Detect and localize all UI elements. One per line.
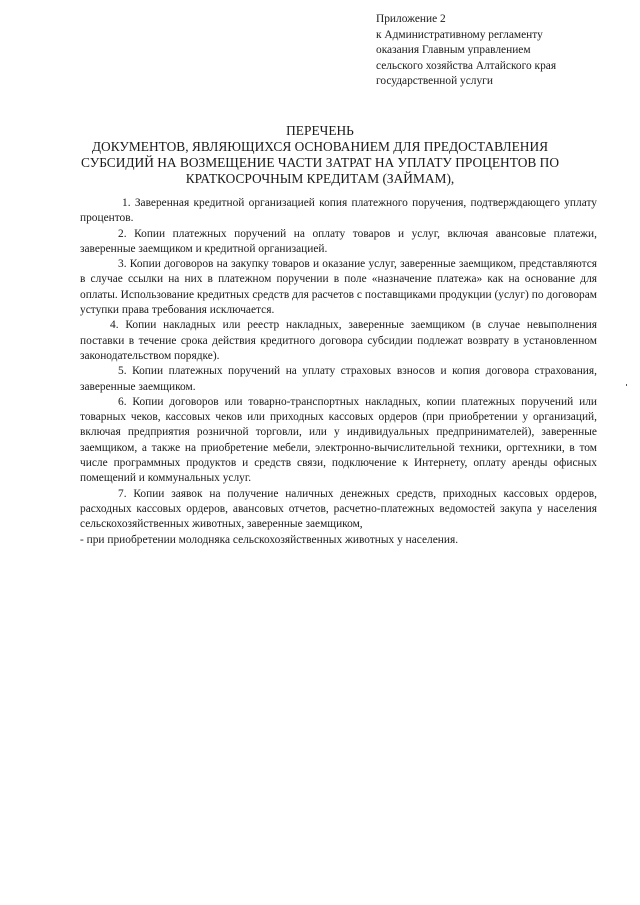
heading-title: ПЕРЕЧЕНЬ xyxy=(286,123,354,138)
list-item-3: 3. Копии договоров на закупку товаров и оказание услуг, заверенные заемщиком, представляются в случае ссылки на них в платежном поручении в поле «назначение платежа» как на основание для оплаты. Использование кредитных средств для расчетов с поставщиками продукции (услуг) по договорам уступки права требования исключается. xyxy=(80,258,597,317)
list-item-4: 4. Копии накладных или реестр накладных, заверенные заемщиком (в случае невыполнения поставки в течение срока действия кредитного договора субсидии подлежат возврату в установленном законодательством порядке). xyxy=(80,319,597,362)
appendix-block xyxy=(376,12,626,90)
list-item-7-tail: - при приобретении молодняка сельскохозяйственных животных у населения. xyxy=(80,533,459,546)
list-item-7: 7. Копии заявок на получение наличных денежных средств, приходных кассовых ордеров, расходных кассовых ордеров, авансовых отчетов, расчетно-платежных ведомостей закупа у населения сельскохозяйственных животных, заверенные заемщиком, xyxy=(80,487,597,531)
document-heading xyxy=(60,123,580,187)
appendix-line: сельского хозяйства Алтайского края xyxy=(376,59,557,72)
list-item-6: 6. Копии договоров или товарно-транспортных накладных, копии платежных поручений или товарных чеков, кассовых чеков или приходных кассовых ордеров (при приобретении у организаций, включая предприятия розничной торговли, или у индивидуальных предпринимателей), заверенные заемщиком, а также на приобретение мебели, электронно-вычислительной техники, оргтехники, в том числе программных продуктов и средств связи, подключение к Интернету, оплату аренды офисных помещений и коммунальных услуг. xyxy=(80,395,597,485)
scan-mark xyxy=(626,384,627,386)
heading-line: КРАТКОСРОЧНЫМ КРЕДИТАМ (ЗАЙМАМ), xyxy=(185,171,455,186)
appendix-number: Приложение 2 xyxy=(376,13,446,25)
list-item-5: 5. Копии платежных поручений на уплату страховых взносов и копия договора страхования, заверенные заемщиком. xyxy=(80,365,597,393)
list-item-2: 2. Копии платежных поручений на оплату товаров и услуг, включая авансовые платежи, заверенные заемщиком и кредитной организацией. xyxy=(80,227,597,255)
document-body xyxy=(80,196,597,548)
appendix-line: к Административному регламенту xyxy=(376,28,543,41)
heading-line: СУБСИДИЙ НА ВОЗМЕЩЕНИЕ ЧАСТИ ЗАТРАТ НА УПЛАТУ ПРОЦЕНТОВ ПО xyxy=(80,155,560,170)
list-item-1: 1. Заверенная кредитной организацией копия платежного поручения, подтверждающего уплату процентов. xyxy=(80,197,597,225)
appendix-line: оказания Главным управлением xyxy=(376,44,531,57)
appendix-line: государственной услуги xyxy=(376,75,493,88)
heading-line: ДОКУМЕНТОВ, ЯВЛЯЮЩИХСЯ ОСНОВАНИЕМ ДЛЯ ПРЕДОСТАВЛЕНИЯ xyxy=(91,139,549,154)
